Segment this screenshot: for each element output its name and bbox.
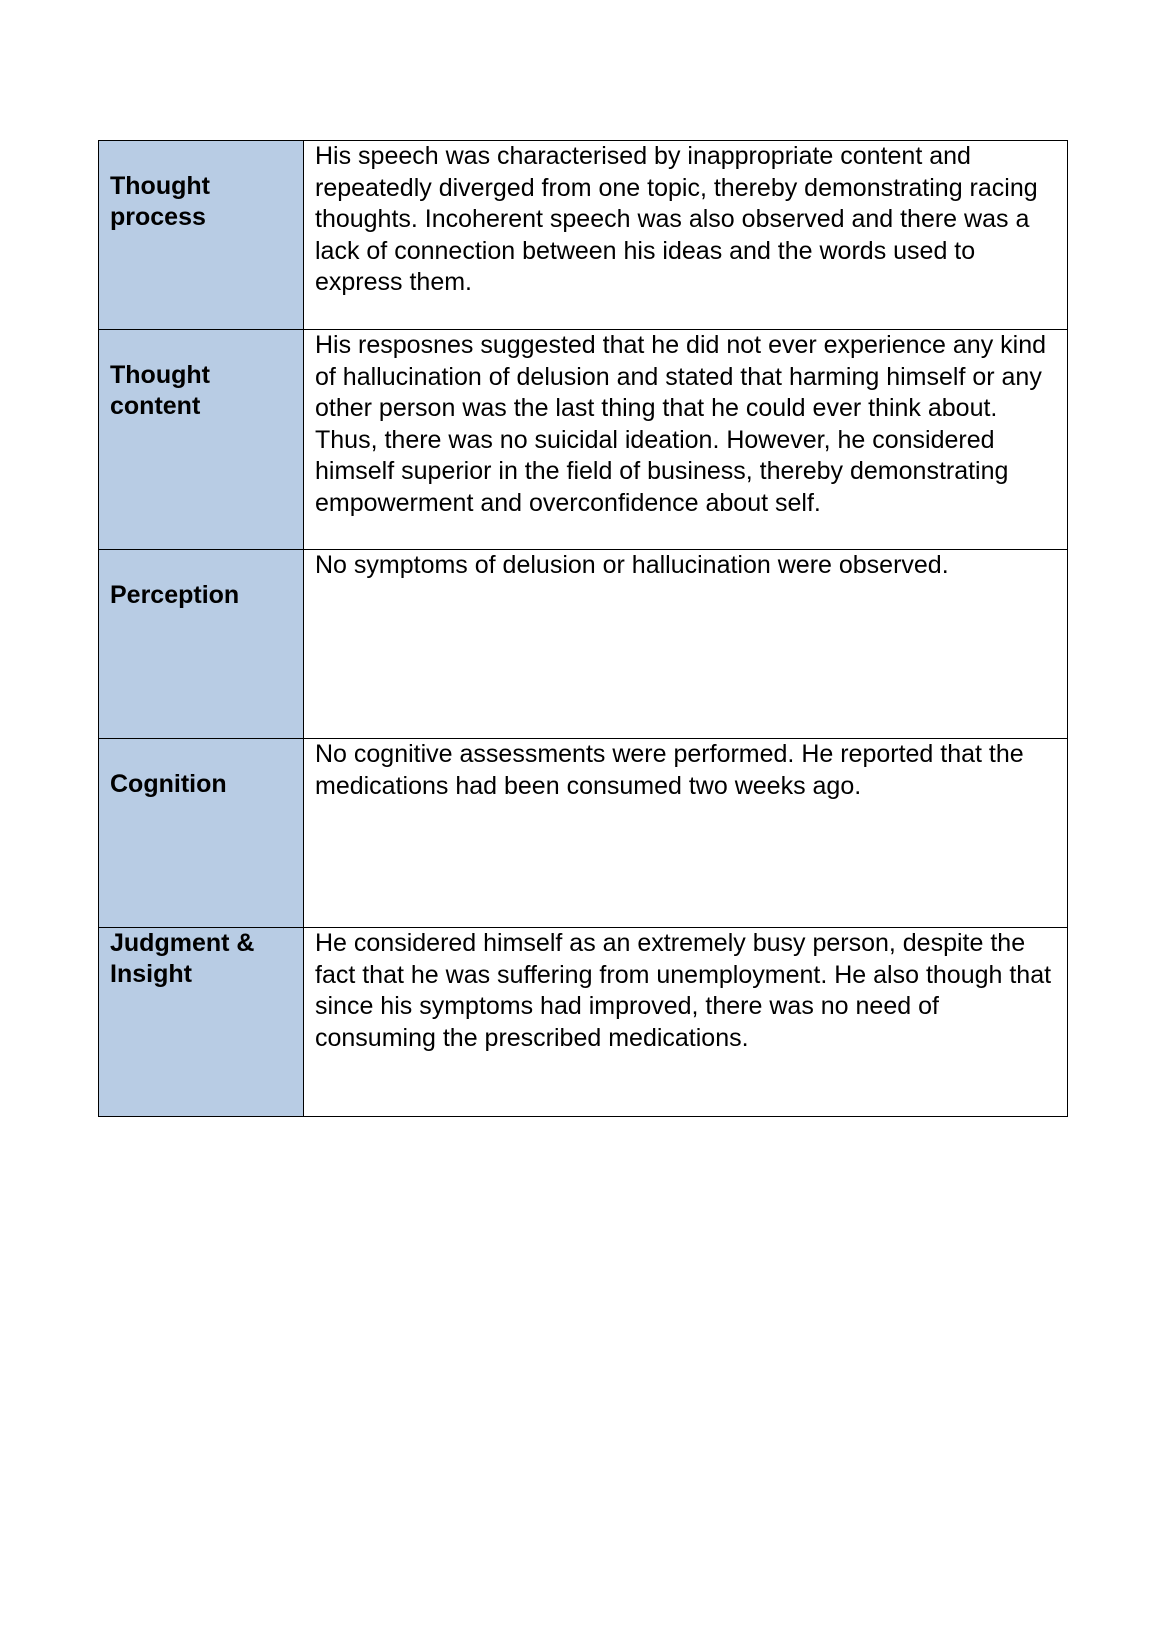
row-label-cell: [99, 141, 304, 330]
row-label-cell: [99, 330, 304, 550]
row-label: Cognition: [110, 770, 227, 798]
row-description: No symptoms of delusion or hallucination were observed.: [315, 551, 949, 579]
table-row-cognition: [99, 739, 1068, 928]
table-row-judgment-insight: [99, 928, 1068, 1117]
row-content-cell: [304, 550, 1068, 739]
row-label: Thought content: [110, 361, 210, 420]
table-row-thought-process: [99, 141, 1068, 330]
row-content-cell: [304, 739, 1068, 928]
row-label-cell: [99, 550, 304, 739]
row-description: His speech was characterised by inappropriate content and repeatedly diverged from one topic, thereby demonstrating racing thoughts. Incoherent speech was also observed and there was a lack of connection between his ideas and the words used to express them.: [315, 142, 1038, 296]
row-label-cell: [99, 928, 304, 1117]
row-content-cell: [304, 928, 1068, 1117]
row-label: Perception: [110, 581, 240, 609]
row-description: He considered himself as an extremely busy person, despite the fact that he was suffering from unemployment. He also though that since his symptoms had improved, there was no need of consuming the prescribed medications.: [315, 929, 1052, 1052]
row-content-cell: [304, 330, 1068, 550]
row-label: Thought process: [110, 172, 210, 231]
row-content-cell: [304, 141, 1068, 330]
row-label-cell: [99, 739, 304, 928]
row-description: His resposnes suggested that he did not ever experience any kind of hallucination of delusion and stated that harming himself or any other person was the last thing that he could ever think about. Thus, there was no suicidal ideation. However, he considered himself superior in the field of business, thereby demonstrating empowerment and overconfidence about self.: [315, 331, 1047, 517]
row-label: Judgment & Insight: [110, 929, 255, 988]
table-row-perception: [99, 550, 1068, 739]
mental-status-table: [98, 140, 1068, 1117]
row-description: No cognitive assessments were performed. He reported that the medications had been consumed two weeks ago.: [315, 740, 1024, 800]
table-row-thought-content: [99, 330, 1068, 550]
